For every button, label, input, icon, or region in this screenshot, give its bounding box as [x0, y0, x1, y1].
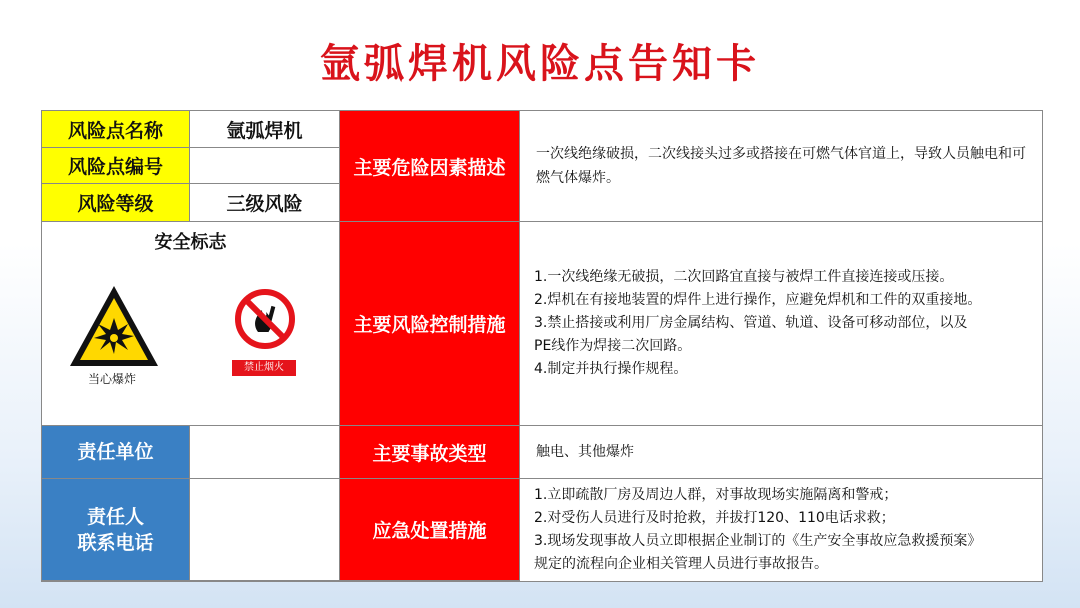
list-item: 1.一次线绝缘无破损，二次回路宜直接与被焊工件直接连接或压接。 [534, 269, 954, 285]
page-title: 氩弧焊机风险点告知卡 [320, 41, 760, 87]
explosion-warning-caption: 当心爆炸 [87, 372, 136, 386]
no-open-flame-caption: 禁止烟火 [232, 360, 296, 376]
list-item: 2.对受伤人员进行及时抢救，并拔打120、110电话求救； [534, 510, 895, 526]
risk-notice-card [41, 110, 1043, 582]
list-item: 规定的流程向企业相关管理人员进行事故报告。 [534, 556, 828, 572]
responsible-unit-value [190, 426, 340, 479]
emergency-measures-label: 应急处置措施 [340, 479, 520, 581]
explosion-warning-icon [68, 284, 160, 370]
risk-level-value: 三级风险 [190, 184, 340, 222]
list-item: 4.制定并执行操作规程。 [534, 361, 688, 377]
contact-phone-label: 联系电话 [77, 531, 154, 554]
list-item: 1.立即疏散厂房及周边人群，对事故现场实施隔离和警戒； [534, 487, 898, 503]
risk-name-value: 氩弧焊机 [190, 111, 340, 148]
list-item: 3.现场发现事故人员立即根据企业制订的《生产安全事故应急救援预案》 [534, 533, 982, 549]
responsible-contact-value [190, 479, 340, 581]
responsible-contact-label [42, 479, 190, 581]
risk-control-text [520, 222, 1042, 426]
hazard-description-label: 主要危险因素描述 [340, 111, 520, 222]
hazard-description-text: 一次线绝缘破损，二次线接头过多或搭接在可燃气体官道上，导致人员触电和可燃气体爆炸。 [520, 111, 1042, 222]
responsible-person-label: 责任人 [86, 505, 144, 528]
no-open-flame-icon [234, 288, 296, 350]
risk-level-label: 风险等级 [42, 184, 190, 222]
list-item: PE线作为焊接二次回路。 [534, 338, 692, 354]
risk-name-label: 风险点名称 [42, 111, 190, 148]
accident-type-label: 主要事故类型 [340, 426, 520, 479]
list-item: 2.焊机在有接地装置的焊件上进行操作，应避免焊机和工件的双重接地。 [534, 292, 982, 308]
safety-signs-title: 安全标志 [154, 232, 227, 253]
risk-number-value [190, 148, 340, 184]
risk-number-label: 风险点编号 [42, 148, 190, 184]
list-item: 3.禁止搭接或利用厂房金属结构、管道、轨道、设备可移动部位，以及 [534, 315, 968, 331]
accident-type-text: 触电、其他爆炸 [520, 426, 1042, 479]
safety-signs-panel [42, 222, 340, 426]
responsible-unit-label: 责任单位 [42, 426, 190, 479]
emergency-measures-text [520, 479, 1042, 581]
risk-control-label: 主要风险控制措施 [340, 222, 520, 426]
